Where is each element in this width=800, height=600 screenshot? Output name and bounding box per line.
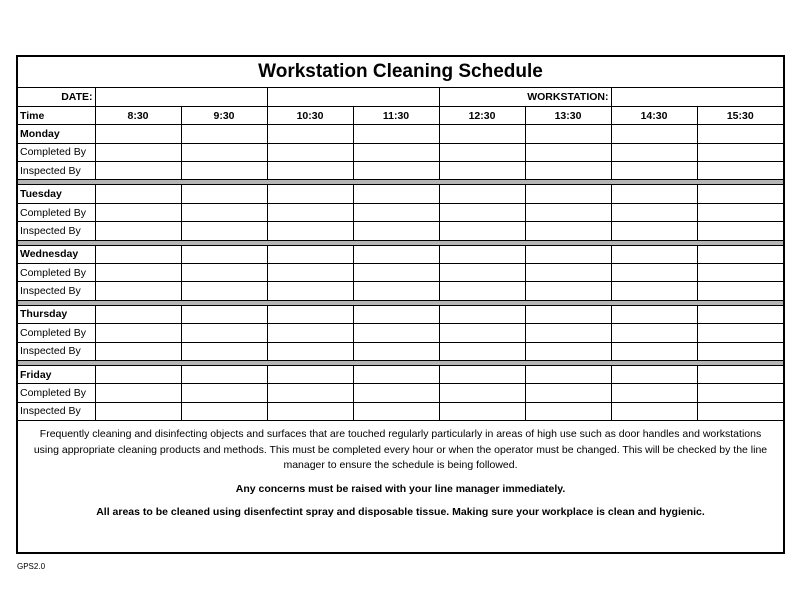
- schedule-cell[interactable]: [267, 402, 353, 420]
- schedule-row: [18, 365, 783, 383]
- schedule-cell[interactable]: [95, 342, 181, 360]
- schedule-row: [18, 402, 783, 420]
- day-label: Wednesday: [18, 245, 95, 263]
- schedule-cell[interactable]: [439, 342, 525, 360]
- schedule-cell[interactable]: [611, 324, 697, 342]
- schedule-cell[interactable]: [611, 402, 697, 420]
- schedule-cell[interactable]: [181, 222, 267, 240]
- schedule-cell[interactable]: [611, 305, 697, 323]
- schedule-cell[interactable]: [181, 324, 267, 342]
- schedule-cell[interactable]: [525, 264, 611, 282]
- schedule-cell[interactable]: [353, 203, 439, 221]
- schedule-row: [18, 342, 783, 360]
- schedule-cell[interactable]: [525, 143, 611, 161]
- schedule-cell[interactable]: [611, 203, 697, 221]
- schedule-cell[interactable]: [267, 342, 353, 360]
- schedule-cell[interactable]: [95, 305, 181, 323]
- date-field[interactable]: [95, 88, 267, 106]
- schedule-cell[interactable]: [353, 324, 439, 342]
- schedule-cell[interactable]: [353, 185, 439, 203]
- schedule-cell[interactable]: [611, 384, 697, 402]
- schedule-cell[interactable]: [611, 342, 697, 360]
- schedule-cell[interactable]: [525, 203, 611, 221]
- schedule-row: [18, 185, 783, 203]
- schedule-table: [18, 88, 783, 421]
- schedule-cell[interactable]: [611, 162, 697, 180]
- time-header: 15:30: [697, 106, 783, 124]
- schedule-cell[interactable]: [181, 264, 267, 282]
- concerns-text: Any concerns must be raised with your line manager immediately.: [235, 482, 566, 495]
- schedule-cell[interactable]: [181, 203, 267, 221]
- schedule-cell[interactable]: [525, 282, 611, 300]
- areas-text: All areas to be cleaned using disenfectint spray and disposable tissue. Making sure your workplace is clean and hygienic.: [96, 506, 705, 519]
- schedule-cell[interactable]: [697, 305, 783, 323]
- day-label: Monday: [18, 125, 95, 143]
- schedule-cell[interactable]: [525, 384, 611, 402]
- workstation-label: WORKSTATION:: [439, 88, 611, 106]
- notes-section: [18, 421, 783, 521]
- schedule-cell[interactable]: [353, 222, 439, 240]
- time-header: 9:30: [181, 106, 267, 124]
- schedule-cell[interactable]: [267, 384, 353, 402]
- schedule-cell[interactable]: [267, 203, 353, 221]
- form-code: GPS2.0: [17, 562, 46, 571]
- schedule-cell[interactable]: [267, 222, 353, 240]
- schedule-cell[interactable]: [353, 384, 439, 402]
- inspected-by-label: Inspected By: [18, 162, 95, 180]
- schedule-cell[interactable]: [95, 282, 181, 300]
- inspected-by-label: Inspected By: [18, 222, 95, 240]
- schedule-cell[interactable]: [525, 185, 611, 203]
- schedule-cell[interactable]: [181, 245, 267, 263]
- day-label: Thursday: [18, 305, 95, 323]
- schedule-cell[interactable]: [353, 342, 439, 360]
- schedule-cell[interactable]: [353, 125, 439, 143]
- schedule-cell[interactable]: [611, 143, 697, 161]
- instructions-text: Frequently cleaning and disinfecting objects and surfaces that are touched regularly particularly in areas of high use such as door handles and workstations using appropriate cleaning products and methods. This must be completed every hour or when the operator must be changed. This will be checked by the line manager to ensure the schedule is being followed.: [33, 428, 768, 472]
- schedule-cell[interactable]: [181, 143, 267, 161]
- schedule-cell[interactable]: [181, 342, 267, 360]
- schedule-cell[interactable]: [439, 162, 525, 180]
- schedule-cell[interactable]: [267, 245, 353, 263]
- schedule-cell[interactable]: [353, 305, 439, 323]
- day-label: Friday: [18, 365, 95, 383]
- date-field-extra[interactable]: [267, 88, 439, 106]
- schedule-cell[interactable]: [267, 143, 353, 161]
- date-row: [18, 88, 783, 106]
- schedule-sheet: [16, 55, 785, 554]
- schedule-cell[interactable]: [267, 305, 353, 323]
- schedule-cell[interactable]: [697, 125, 783, 143]
- schedule-cell[interactable]: [697, 264, 783, 282]
- schedule-row: [18, 282, 783, 300]
- schedule-cell[interactable]: [353, 143, 439, 161]
- schedule-cell[interactable]: [697, 342, 783, 360]
- schedule-cell[interactable]: [439, 125, 525, 143]
- schedule-cell[interactable]: [439, 305, 525, 323]
- schedule-cell[interactable]: [697, 162, 783, 180]
- schedule-cell[interactable]: [267, 162, 353, 180]
- schedule-cell[interactable]: [267, 282, 353, 300]
- schedule-cell[interactable]: [181, 402, 267, 420]
- schedule-cell[interactable]: [95, 185, 181, 203]
- schedule-cell[interactable]: [525, 342, 611, 360]
- completed-by-label: Completed By: [18, 143, 95, 161]
- schedule-cell[interactable]: [697, 402, 783, 420]
- schedule-cell[interactable]: [525, 125, 611, 143]
- workstation-field[interactable]: [611, 88, 783, 106]
- schedule-cell[interactable]: [439, 282, 525, 300]
- schedule-cell[interactable]: [697, 365, 783, 383]
- completed-by-label: Completed By: [18, 384, 95, 402]
- schedule-cell[interactable]: [611, 245, 697, 263]
- schedule-row: [18, 245, 783, 263]
- completed-by-label: Completed By: [18, 203, 95, 221]
- schedule-cell[interactable]: [525, 222, 611, 240]
- schedule-cell[interactable]: [181, 282, 267, 300]
- schedule-cell[interactable]: [95, 264, 181, 282]
- schedule-cell[interactable]: [95, 222, 181, 240]
- inspected-by-label: Inspected By: [18, 282, 95, 300]
- schedule-cell[interactable]: [525, 162, 611, 180]
- schedule-cell[interactable]: [181, 305, 267, 323]
- schedule-cell[interactable]: [267, 365, 353, 383]
- schedule-cell[interactable]: [611, 264, 697, 282]
- schedule-cell[interactable]: [95, 324, 181, 342]
- schedule-cell[interactable]: [181, 125, 267, 143]
- schedule-cell[interactable]: [439, 143, 525, 161]
- schedule-cell[interactable]: [439, 222, 525, 240]
- schedule-cell[interactable]: [95, 203, 181, 221]
- schedule-cell[interactable]: [697, 185, 783, 203]
- completed-by-label: Completed By: [18, 264, 95, 282]
- schedule-row: [18, 143, 783, 161]
- schedule-cell[interactable]: [525, 365, 611, 383]
- schedule-cell[interactable]: [525, 402, 611, 420]
- schedule-row: [18, 384, 783, 402]
- schedule-cell[interactable]: [181, 384, 267, 402]
- schedule-cell[interactable]: [267, 264, 353, 282]
- date-label: DATE:: [18, 88, 95, 106]
- schedule-cell[interactable]: [525, 324, 611, 342]
- schedule-cell[interactable]: [611, 222, 697, 240]
- schedule-cell[interactable]: [353, 264, 439, 282]
- time-header: 14:30: [611, 106, 697, 124]
- time-row: [18, 106, 783, 124]
- schedule-cell[interactable]: [439, 324, 525, 342]
- schedule-cell[interactable]: [353, 365, 439, 383]
- schedule-cell[interactable]: [95, 143, 181, 161]
- time-label: Time: [18, 106, 95, 124]
- schedule-cell[interactable]: [439, 402, 525, 420]
- schedule-row: [18, 264, 783, 282]
- schedule-cell[interactable]: [353, 245, 439, 263]
- schedule-cell[interactable]: [95, 125, 181, 143]
- schedule-cell[interactable]: [267, 125, 353, 143]
- inspected-by-label: Inspected By: [18, 402, 95, 420]
- time-header: 11:30: [353, 106, 439, 124]
- schedule-cell[interactable]: [611, 282, 697, 300]
- schedule-cell[interactable]: [353, 282, 439, 300]
- inspected-by-label: Inspected By: [18, 342, 95, 360]
- schedule-cell[interactable]: [267, 185, 353, 203]
- schedule-cell[interactable]: [697, 324, 783, 342]
- schedule-cell[interactable]: [439, 203, 525, 221]
- schedule-cell[interactable]: [181, 185, 267, 203]
- schedule-cell[interactable]: [95, 402, 181, 420]
- schedule-cell[interactable]: [181, 162, 267, 180]
- schedule-row: [18, 305, 783, 323]
- schedule-cell[interactable]: [95, 245, 181, 263]
- schedule-cell[interactable]: [95, 162, 181, 180]
- schedule-cell[interactable]: [439, 264, 525, 282]
- schedule-cell[interactable]: [353, 402, 439, 420]
- schedule-cell[interactable]: [439, 185, 525, 203]
- time-header: 12:30: [439, 106, 525, 124]
- schedule-cell[interactable]: [95, 365, 181, 383]
- schedule-cell[interactable]: [267, 324, 353, 342]
- schedule-cell[interactable]: [611, 125, 697, 143]
- schedule-row: [18, 324, 783, 342]
- schedule-cell[interactable]: [697, 245, 783, 263]
- schedule-cell[interactable]: [697, 203, 783, 221]
- schedule-cell[interactable]: [697, 222, 783, 240]
- day-label: Tuesday: [18, 185, 95, 203]
- time-header: 8:30: [95, 106, 181, 124]
- schedule-cell[interactable]: [353, 162, 439, 180]
- completed-by-label: Completed By: [18, 324, 95, 342]
- schedule-row: [18, 125, 783, 143]
- time-header: 10:30: [267, 106, 353, 124]
- schedule-cell[interactable]: [611, 365, 697, 383]
- schedule-row: [18, 203, 783, 221]
- schedule-cell[interactable]: [181, 365, 267, 383]
- schedule-cell[interactable]: [525, 305, 611, 323]
- schedule-row: [18, 162, 783, 180]
- schedule-cell[interactable]: [697, 384, 783, 402]
- schedule-cell[interactable]: [439, 384, 525, 402]
- schedule-cell[interactable]: [95, 384, 181, 402]
- schedule-cell[interactable]: [439, 365, 525, 383]
- schedule-row: [18, 222, 783, 240]
- schedule-cell[interactable]: [525, 245, 611, 263]
- schedule-cell[interactable]: [611, 185, 697, 203]
- schedule-cell[interactable]: [439, 245, 525, 263]
- schedule-cell[interactable]: [697, 143, 783, 161]
- page-title: Workstation Cleaning Schedule: [18, 57, 783, 88]
- time-header: 13:30: [525, 106, 611, 124]
- schedule-cell[interactable]: [697, 282, 783, 300]
